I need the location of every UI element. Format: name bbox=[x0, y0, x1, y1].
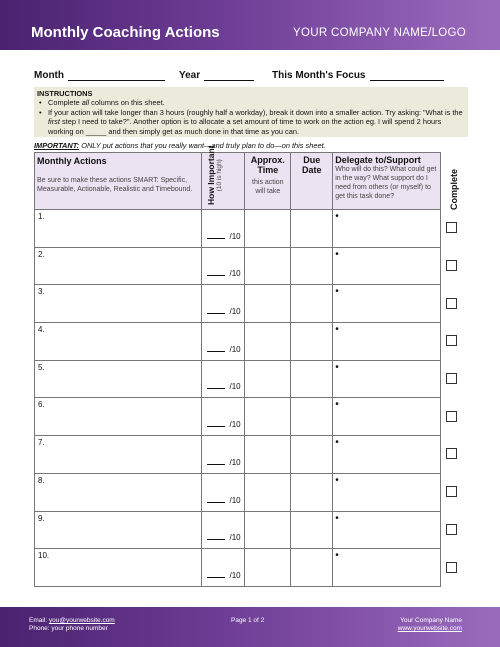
focus-field[interactable] bbox=[272, 70, 444, 81]
delegate-cell[interactable]: • bbox=[333, 398, 441, 436]
action-cell[interactable]: 5. bbox=[35, 360, 202, 398]
importance-cell[interactable]: /10 bbox=[202, 210, 245, 248]
importance-cell[interactable]: /10 bbox=[202, 398, 245, 436]
complete-checkbox[interactable] bbox=[446, 298, 457, 309]
action-cell[interactable]: 3. bbox=[35, 285, 202, 323]
important-note bbox=[34, 141, 326, 150]
complete-checkbox[interactable] bbox=[446, 373, 457, 384]
importance-cell[interactable]: /10 bbox=[202, 360, 245, 398]
time-cell[interactable] bbox=[245, 436, 291, 474]
time-cell[interactable] bbox=[245, 473, 291, 511]
due-date-cell[interactable] bbox=[291, 511, 333, 549]
instructions-list bbox=[37, 98, 465, 136]
footer-email-link[interactable]: you@yourwebsite.com bbox=[48, 617, 115, 624]
important-label: IMPORTANT: bbox=[34, 141, 80, 150]
instruction-item: • Complete all columns on this sheet. bbox=[37, 98, 465, 107]
table-row bbox=[35, 247, 441, 285]
instruction-item: • If your action will take longer than 3 hours (roughly half a workday), break it down into a smaller action. Try asking: "What is the first step I need to take?". Another option is to allocate a set amount of time to work on the action eg. I will spend 2 hours working on _____ and then simply get as much done in that time as you can. bbox=[37, 108, 465, 136]
table-row bbox=[35, 323, 441, 361]
importance-cell[interactable]: /10 bbox=[202, 285, 245, 323]
complete-checkbox[interactable] bbox=[446, 222, 457, 233]
footer-contact: Email: you@yourwebsite.com Phone: your phone number bbox=[29, 617, 115, 632]
importance-cell[interactable]: /10 bbox=[202, 511, 245, 549]
due-date-cell[interactable] bbox=[291, 360, 333, 398]
footer-company: Your Company Name www.yourwebsite.com bbox=[397, 617, 462, 632]
year-field[interactable] bbox=[179, 70, 254, 81]
time-cell[interactable] bbox=[245, 511, 291, 549]
action-cell[interactable]: 6. bbox=[35, 398, 202, 436]
instructions-box bbox=[34, 87, 468, 137]
table-row bbox=[35, 511, 441, 549]
delegate-cell[interactable]: • bbox=[333, 285, 441, 323]
col-delegate: Delegate to/Support Who will do this? What could get in the way? What support do I need from others (or myself) to get this task done? bbox=[333, 153, 441, 210]
delegate-cell[interactable]: • bbox=[333, 473, 441, 511]
table-row bbox=[35, 549, 441, 587]
action-cell[interactable]: 4. bbox=[35, 323, 202, 361]
month-field[interactable] bbox=[34, 70, 165, 81]
time-cell[interactable] bbox=[245, 285, 291, 323]
due-date-cell[interactable] bbox=[291, 473, 333, 511]
complete-checkbox[interactable] bbox=[446, 335, 457, 346]
time-cell[interactable] bbox=[245, 549, 291, 587]
delegate-cell[interactable]: • bbox=[333, 360, 441, 398]
delegate-cell[interactable]: • bbox=[333, 247, 441, 285]
due-date-cell[interactable] bbox=[291, 436, 333, 474]
footer-phone: Phone: your phone number bbox=[29, 625, 108, 632]
importance-cell[interactable]: /10 bbox=[202, 247, 245, 285]
complete-checkbox[interactable] bbox=[446, 448, 457, 459]
col-complete: Complete bbox=[449, 168, 459, 210]
footer-page-number: Page 1 of 2 bbox=[231, 617, 265, 624]
complete-checkbox[interactable] bbox=[446, 260, 457, 271]
action-cell[interactable]: 8. bbox=[35, 473, 202, 511]
due-date-cell[interactable] bbox=[291, 247, 333, 285]
due-date-cell[interactable] bbox=[291, 398, 333, 436]
col-monthly-actions: Monthly Actions Be sure to make these actions SMART: Specific, Measurable, Actionable, Realistic and Timebound. bbox=[35, 153, 202, 210]
table-row bbox=[35, 436, 441, 474]
company-logo-placeholder: YOUR COMPANY NAME/LOGO bbox=[293, 27, 466, 39]
time-cell[interactable] bbox=[245, 360, 291, 398]
col-how-important: How Important (10 is high) bbox=[202, 153, 245, 210]
year-line bbox=[204, 71, 254, 81]
table-row bbox=[35, 210, 441, 248]
table-row bbox=[35, 473, 441, 511]
table-row bbox=[35, 360, 441, 398]
time-cell[interactable] bbox=[245, 398, 291, 436]
importance-cell[interactable]: /10 bbox=[202, 473, 245, 511]
importance-cell[interactable]: /10 bbox=[202, 323, 245, 361]
action-cell[interactable]: 9. bbox=[35, 511, 202, 549]
footer-band bbox=[0, 607, 500, 647]
action-cell[interactable]: 1. bbox=[35, 210, 202, 248]
delegate-cell[interactable]: • bbox=[333, 210, 441, 248]
month-line bbox=[68, 71, 165, 81]
footer-website-link[interactable]: www.yourwebsite.com bbox=[397, 625, 462, 632]
complete-checkbox[interactable] bbox=[446, 486, 457, 497]
importance-cell[interactable]: /10 bbox=[202, 549, 245, 587]
due-date-cell[interactable] bbox=[291, 285, 333, 323]
month-label: Month bbox=[34, 70, 64, 81]
page-title: Monthly Coaching Actions bbox=[31, 24, 220, 41]
complete-checkbox[interactable] bbox=[446, 524, 457, 535]
col-due-date: Due Date bbox=[291, 153, 333, 210]
complete-checkbox[interactable] bbox=[446, 411, 457, 422]
delegate-cell[interactable]: • bbox=[333, 323, 441, 361]
important-text: ONLY put actions that you really want—and truly plan to do—on this sheet. bbox=[79, 141, 326, 150]
importance-cell[interactable]: /10 bbox=[202, 436, 245, 474]
year-label: Year bbox=[179, 70, 201, 81]
complete-checkbox[interactable] bbox=[446, 562, 457, 573]
table-row bbox=[35, 398, 441, 436]
time-cell[interactable] bbox=[245, 323, 291, 361]
due-date-cell[interactable] bbox=[291, 210, 333, 248]
action-cell[interactable]: 7. bbox=[35, 436, 202, 474]
action-cell[interactable]: 2. bbox=[35, 247, 202, 285]
instructions-heading: INSTRUCTIONS bbox=[37, 89, 93, 98]
focus-line bbox=[370, 71, 444, 81]
delegate-cell[interactable]: • bbox=[333, 436, 441, 474]
focus-label: This Month's Focus bbox=[272, 70, 366, 81]
col-approx-time: Approx. Time this action will take bbox=[245, 153, 291, 210]
due-date-cell[interactable] bbox=[291, 549, 333, 587]
due-date-cell[interactable] bbox=[291, 323, 333, 361]
header-band bbox=[0, 0, 500, 50]
action-cell[interactable]: 10. bbox=[35, 549, 202, 587]
time-cell[interactable] bbox=[245, 247, 291, 285]
table-row bbox=[35, 285, 441, 323]
delegate-cell[interactable]: • bbox=[333, 549, 441, 587]
time-cell[interactable] bbox=[245, 210, 291, 248]
delegate-cell[interactable]: • bbox=[333, 511, 441, 549]
table-header-row bbox=[35, 153, 441, 210]
